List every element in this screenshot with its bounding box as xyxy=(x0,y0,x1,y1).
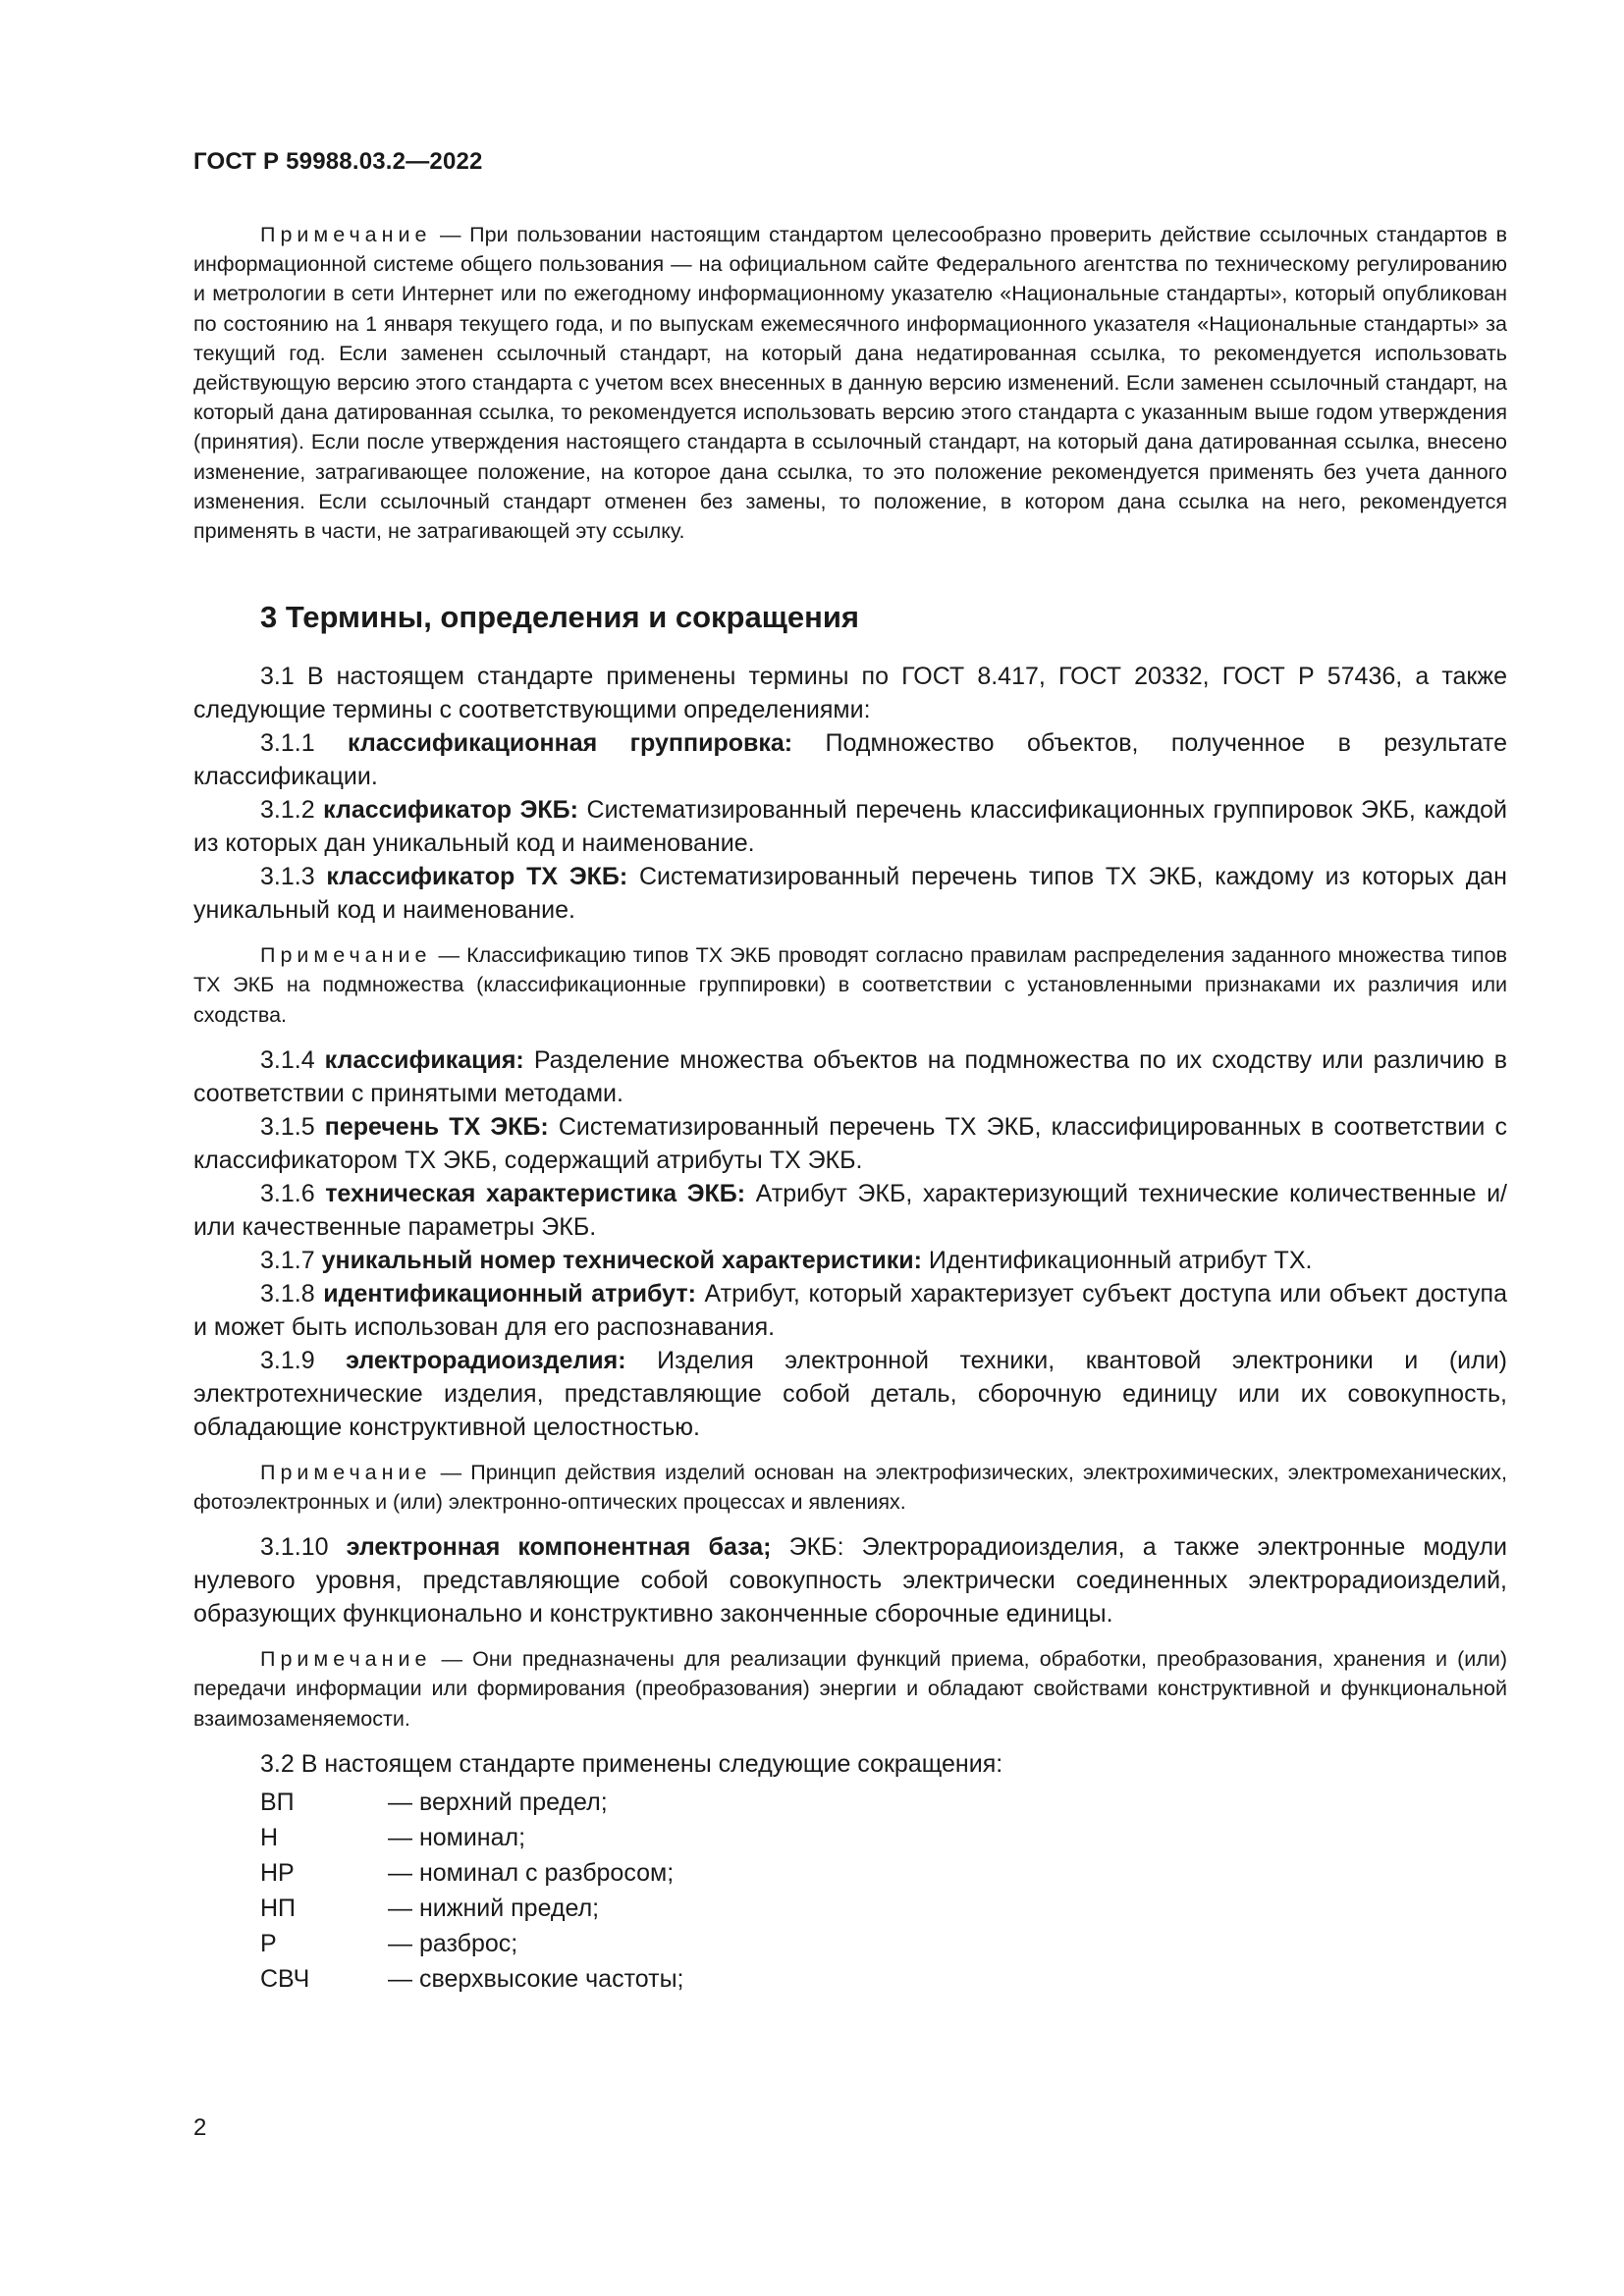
section-heading: 3 Термины, определения и сокращения xyxy=(260,600,859,635)
page-number: 2 xyxy=(193,2114,207,2141)
note-text: — При пользовании настоящим стандартом целесообразно проверить действие ссылочных стандартов в информационной системе общего пользования — на официальном сайте Федерального агентства по техническому регулированию и метрологии в сети Интернет или по ежегодному информационному указателю «Национальные стандарты», который опубликован по состоянию на 1 января текущего года, и по выпускам ежемесячного информационного указателя «Национальные стандарты» за текущий год. Если заменен ссылочный стандарт, на который дана недатированная ссылка, то рекомендуется использовать действующую версию этого стандарта с учетом всех внесенных в данную версию изменений. Если заменен ссылочный стандарт, на который дана датированная ссылка, то рекомендуется использовать версию этого стандарта с указанным выше годом утверждения (принятия). Если после утверждения настоящего стандарта в ссылочный стандарт, на который дана датированная ссылка, внесено изменение, затрагивающее положение, на которое дана ссылка, то это положение рекомендуется применять без учета данного изменения. Если ссылочный стандарт отменен без замены, то положение, в котором дана ссылка на него, рекомендуется применять в части, не затрагивающей эту ссылку. xyxy=(193,223,1507,544)
term-3-1-5: 3.1.5 перечень ТХ ЭКБ: Систематизированный перечень ТХ ЭКБ, классифицированных в соответствии с классификатором ТХ ЭКБ, содержащий атрибуты ТХ ЭКБ. xyxy=(193,1112,1507,1174)
note-3 xyxy=(193,1644,1507,1734)
abbreviation-item: НП — нижний предел; xyxy=(260,1894,600,1922)
abbreviation-item: НР — номинал с разбросом; xyxy=(260,1858,675,1887)
term-3-1-10: 3.1.10 электронная компонентная база; ЭКБ: Электрорадиоизделия, а также электронные модули нулевого уровня, представляющие собой совокупность электрически соединенных электрорадиоизделий, образующих функционально и конструктивно законченные сборочные единицы. xyxy=(193,1533,1507,1629)
term-3-1-3: 3.1.3 классификатор ТХ ЭКБ: Систематизированный перечень типов ТХ ЭКБ, каждому из которых дан уникальный код и наименование. xyxy=(193,863,1507,925)
abbreviation-item: СВЧ — сверхвысокие частоты; xyxy=(260,1964,684,1993)
term-3-1-7: 3.1.7 уникальный номер технической характеристики: Идентификационный атрибут ТХ. xyxy=(260,1246,1313,1274)
abbreviation-list xyxy=(193,1785,1507,1997)
note-label: Примечание xyxy=(260,223,432,246)
note-intro xyxy=(193,220,1507,546)
paragraph-3-2: 3.2 В настоящем стандарте применены следующие сокращения: xyxy=(260,1749,1003,1778)
paragraph-3-1: 3.1 В настоящем стандарте применены термины по ГОСТ 8.417, ГОСТ 20332, ГОСТ Р 57436, а также следующие термины с соответствующими определениями: xyxy=(193,663,1507,724)
page-content xyxy=(193,220,1507,1997)
note-text: — Принцип действия изделий основан на электрофизических, электрохимических, электромеханических, фотоэлектронных и (или) электронно-оптических процессах и явлениях. xyxy=(193,1460,1507,1515)
note-text: — Классификацию типов ТХ ЭКБ проводят согласно правилам распределения заданного множества типов ТХ ЭКБ на подмножества (классификационные группировки) в соответствии с установленными признаками их различия или сходства. xyxy=(193,943,1507,1027)
abbreviation-item: Н — номинал; xyxy=(260,1823,526,1851)
document-header-title: ГОСТ Р 59988.03.2—2022 xyxy=(193,148,483,175)
term-3-1-2: 3.1.2 классификатор ЭКБ: Систематизированный перечень классификационных группировок ЭКБ, каждой из которых дан уникальный код и наименование. xyxy=(193,796,1507,858)
note-2 xyxy=(193,1458,1507,1517)
term-3-1-8: 3.1.8 идентификационный атрибут: Атрибут, который характеризует субъект доступа или объект доступа и может быть использован для его распознавания. xyxy=(193,1279,1507,1341)
note-label: Примечание xyxy=(260,1460,432,1484)
term-3-1-4: 3.1.4 классификация: Разделение множества объектов на подмножества по их сходству или различию в соответствии с принятыми методами. xyxy=(193,1045,1507,1107)
term-3-1-6: 3.1.6 техническая характеристика ЭКБ: Атрибут ЭКБ, характеризующий технические количественные и/или качественные параметры ЭКБ. xyxy=(193,1179,1507,1241)
note-label: Примечание xyxy=(260,943,432,968)
term-3-1-9: 3.1.9 электрорадиоизделия: Изделия электронной техники, квантовой электроники и (или) электротехнические изделия, представляющие собой деталь, сборочную единицу или их совокупность, обладающие конструктивной целостностью. xyxy=(193,1346,1507,1441)
note-1 xyxy=(193,940,1507,1030)
note-text: — Они предназначены для реализации функций приема, обработки, преобразования, хранения и (или) передачи информации или формирования (преобразования) энергии и обладают свойствами конструктивной и функциональной взаимозаменяемости. xyxy=(193,1647,1507,1731)
note-label: Примечание xyxy=(260,1647,432,1672)
term-3-1-1: 3.1.1 классификационная группировка: Подмножество объектов, полученное в результате классификации. xyxy=(193,729,1507,791)
abbreviation-item: Р — разброс; xyxy=(260,1929,518,1957)
abbreviation-item: ВП — верхний предел; xyxy=(260,1788,608,1816)
